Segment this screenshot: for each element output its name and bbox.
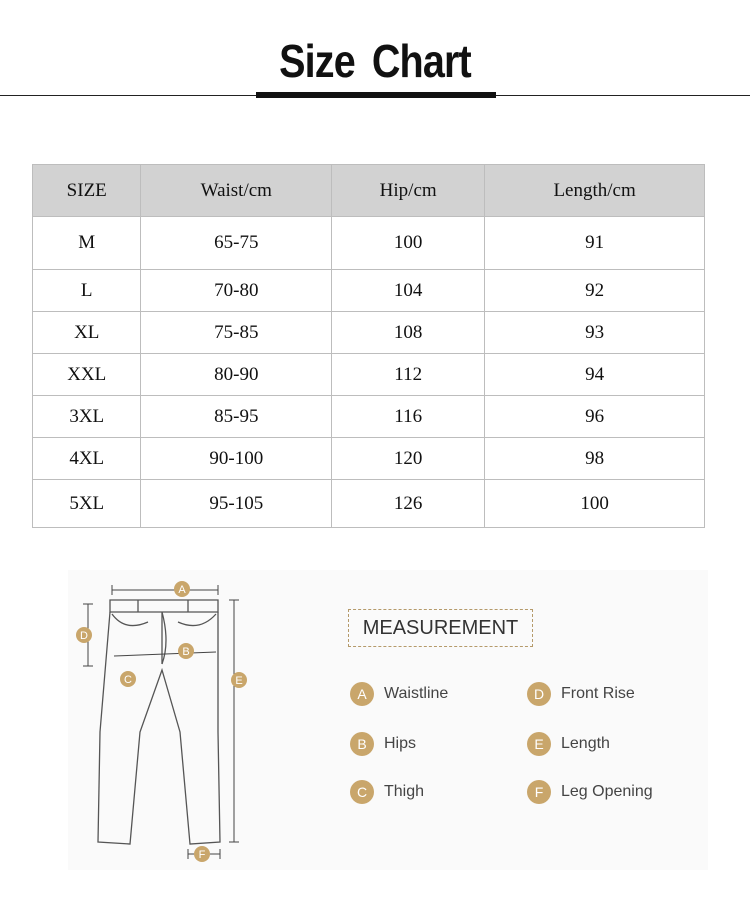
cell-length: 96 [485,396,705,438]
cell-waist: 65-75 [141,217,332,270]
measurement-title: MEASUREMENT [348,609,533,647]
legend-item-waistline [350,681,448,707]
cell-hip: 112 [332,354,485,396]
header [0,0,750,110]
legend-label: Length [561,735,610,752]
cell-size: M [33,217,141,270]
marker-f-label: F [198,849,206,861]
title-underline [256,92,496,98]
badge-f-icon: F [527,780,551,804]
cell-length: 94 [485,354,705,396]
legend-label: Hips [384,735,417,752]
table-row [33,217,705,270]
legend-label: Waistline [384,685,449,702]
cell-hip: 126 [332,480,485,528]
table-row [33,354,705,396]
table-row [33,438,705,480]
legend-label: Front Rise [561,685,635,702]
cell-waist: 70-80 [141,270,332,312]
cell-length: 92 [485,270,705,312]
cell-size: 5XL [33,480,141,528]
table-row [33,312,705,354]
pants-diagram [70,572,270,872]
marker-e-label: E [235,675,243,687]
badge-e-icon: E [527,732,551,756]
cell-hip: 120 [332,438,485,480]
cell-size: XXL [33,354,141,396]
cell-length: 98 [485,438,705,480]
marker-c-label: C [124,674,132,686]
table-row [33,480,705,528]
cell-waist: 75-85 [141,312,332,354]
legend-item-length [527,731,610,757]
cell-size: XL [33,312,141,354]
cell-hip: 104 [332,270,485,312]
cell-waist: 90-100 [141,438,332,480]
legend-item-leg-opening [527,779,653,805]
table-header-row [33,165,705,217]
table-row [33,270,705,312]
badge-a-icon: A [350,682,374,706]
cell-length: 93 [485,312,705,354]
table-row [33,396,705,438]
legend-label: Leg Opening [561,783,653,800]
page-title: Size Chart [279,35,471,87]
legend-item-front-rise [527,681,635,707]
header-hip: Hip/cm [332,165,485,217]
cell-waist: 85-95 [141,396,332,438]
cell-size: 3XL [33,396,141,438]
cell-waist: 80-90 [141,354,332,396]
cell-size: L [33,270,141,312]
legend-item-thigh [350,779,424,805]
marker-a-label: A [178,584,186,596]
legend-item-hips [350,731,416,757]
marker-d-label: D [80,630,88,642]
marker-b-label: B [182,646,190,658]
size-table [32,164,705,528]
cell-length: 100 [485,480,705,528]
cell-hip: 108 [332,312,485,354]
header-length: Length/cm [485,165,705,217]
cell-length: 91 [485,217,705,270]
header-waist: Waist/cm [141,165,332,217]
badge-c-icon: C [350,780,374,804]
badge-b-icon: B [350,732,374,756]
cell-hip: 100 [332,217,485,270]
header-size: SIZE [33,165,141,217]
cell-waist: 95-105 [141,480,332,528]
legend-label: Thigh [384,783,425,800]
cell-size: 4XL [33,438,141,480]
badge-d-icon: D [527,682,551,706]
cell-hip: 116 [332,396,485,438]
